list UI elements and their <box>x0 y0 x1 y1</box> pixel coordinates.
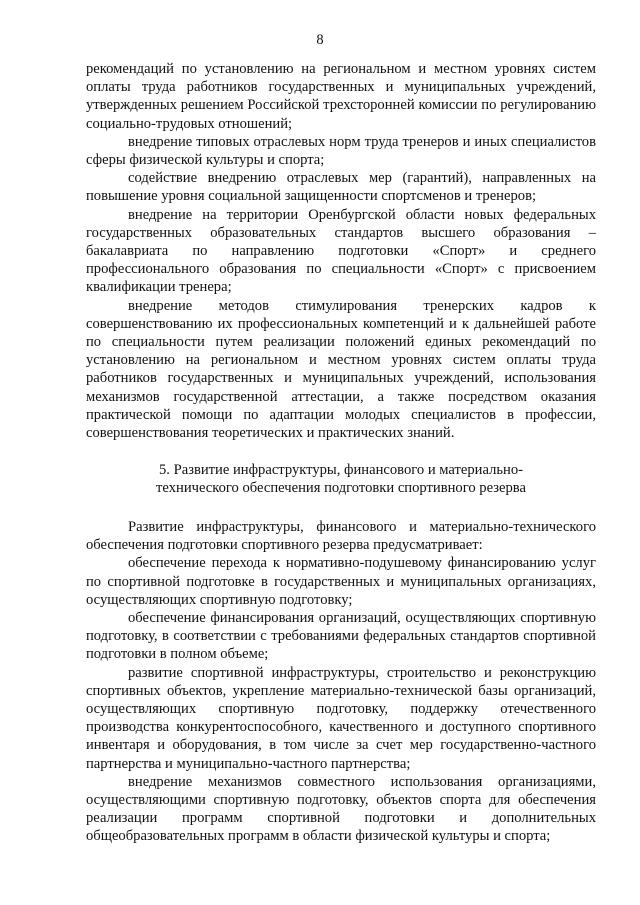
paragraph: обеспечение финансирования организаций, осуществляющих спортивную подготовку, в соответствии с требованиями федеральных стандартов спортивной подготовки в полном объеме; <box>86 610 596 663</box>
page-number: 8 <box>316 32 324 48</box>
paragraph: рекомендаций по установлению на региональном и местном уровнях систем оплаты труда работников государственных и муниципальных учреждений, утвержденных решением Российской трехсторонней комиссии по регулированию социально-трудовых отношений; <box>86 61 596 132</box>
paragraph: содействие внедрению отраслевых мер (гарантий), направленных на повышение уровня социальной защищенности спортсменов и тренеров; <box>86 170 596 205</box>
section-heading <box>86 461 596 497</box>
paragraph: внедрение методов стимулирования тренерских кадров к совершенствованию их профессиональных компетенций и к дальнейшей работе по специальности путем реализации положений единых рекомендаций по установлению на региональном и местном уровнях систем оплаты труда работников государственных и муниципальных учреждений, использования механизмов государственной аттестации, а также посредством оказания практической помощи по адаптации молодых специалистов в профессии, совершенствования теоретических и практических знаний. <box>86 297 596 442</box>
paragraph: внедрение механизмов совместного использования организациями, осуществляющими спортивную подготовку, объектов спорта для обеспечения реализации программ спортивной подготовки и дополнительных общеобразовательных программ в области физической культуры и спорта; <box>86 773 596 845</box>
paragraph: внедрение на территории Оренбургской области новых федеральных государственных образовательных стандартов высшего образования – бакалавриата по направлению подготовки «Спорт» и среднего профессионального образования по специальности «Спорт» с присвоением квалификации тренера; <box>86 206 596 296</box>
paragraph: развитие спортивной инфраструктуры, строительство и реконструкцию спортивных объектов, укрепление материально-технической базы организаций, осуществляющих спортивную подготовку, поддержку отечественного производства конкурентоспособного, качественного и доступного спортивного инвентаря и оборудования, в том числе за счет мер государственно-частного партнерства и муниципально-частного партнерства; <box>86 664 596 772</box>
section-4-text <box>86 60 596 442</box>
paragraph: внедрение типовых отраслевых норм труда тренеров и иных специалистов сферы физической культуры и спорта; <box>86 133 596 169</box>
section-5-text <box>86 518 596 846</box>
section-heading-line-1: 5. Развитие инфраструктуры, финансового и материально- <box>159 462 523 478</box>
section-heading-line-2: технического обеспечения подготовки спортивного резерва <box>156 480 526 497</box>
paragraph: обеспечение перехода к нормативно-подушевому финансированию услуг по спортивной подготовке в государственных и муниципальных организациях, осуществляющих спортивную подготовку; <box>86 555 596 608</box>
paragraph: Развитие инфраструктуры, финансового и материально-технического обеспечения подготовки спортивного резерва предусматривает: <box>86 519 596 554</box>
